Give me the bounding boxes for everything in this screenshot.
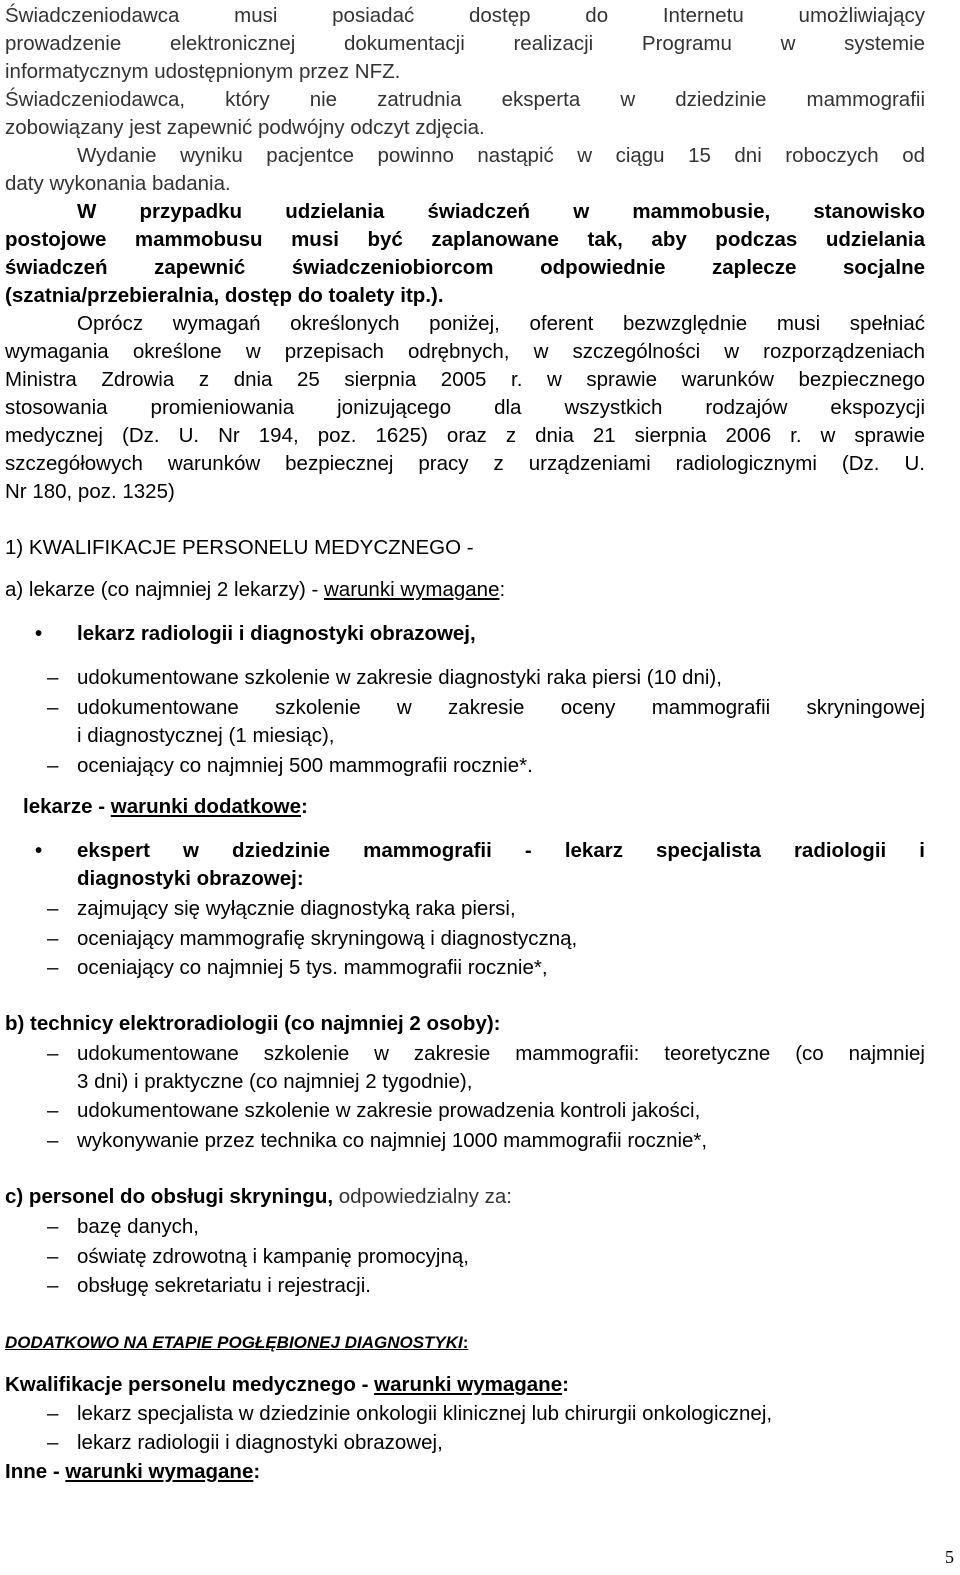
paragraph-line: (szatnia/przebieralnia, dostęp do toalety itp.).	[5, 284, 444, 307]
paragraph-line: medycznej (Dz. U. Nr 194, poz. 1625) oraz z dnia 21 sierpnia 2006 r. w sprawie	[5, 424, 925, 447]
paragraph-line: prowadzenie elektronicznej dokumentacji realizacji Programu w systemie	[5, 32, 925, 55]
list-item: – udokumentowane szkolenie w zakresie prowadzenia kontroli jakości,	[5, 1097, 925, 1125]
paragraph-line: Nr 180, poz. 1325)	[5, 480, 175, 503]
paragraph-line: W przypadku udzielania świadczeń w mammobusie, stanowisko	[77, 200, 925, 223]
list-item: – oświatę zdrowotną i kampanię promocyjną,	[5, 1243, 925, 1271]
list-item: – obsługę sekretariatu i rejestracji.	[5, 1272, 925, 1300]
required-conditions-label: warunki wymagane	[324, 578, 500, 601]
list-item: – oceniający co najmniej 500 mammografii rocznie*.	[5, 752, 925, 780]
qualifications-heading: Kwalifikacje personelu medycznego - warunki wymagane:	[5, 1373, 569, 1396]
bullet-item-continuation: diagnostyki obrazowej:	[77, 867, 304, 890]
dash-icon: –	[47, 666, 59, 689]
list-item-continuation: 3 dni) i praktyczne (co najmniej 2 tygodnie),	[77, 1070, 473, 1093]
page-number: 5	[945, 1547, 954, 1567]
additional-conditions-label: warunki dodatkowe	[110, 795, 301, 818]
paragraph-line: szczegółowych warunków bezpiecznej pracy z urządzeniami radiologicznymi (Dz. U.	[5, 452, 925, 475]
bullet-icon: •	[35, 839, 43, 862]
subsection-c-heading: c) personel do obsługi skryningu, odpowiedzialny za:	[5, 1185, 512, 1208]
list-item: – bazę danych,	[5, 1213, 925, 1241]
paragraph-line: daty wykonania badania.	[5, 172, 231, 195]
subsection-a-label: a) lekarze (co najmniej 2 lekarzy) -	[5, 578, 324, 601]
dash-icon: –	[47, 927, 59, 950]
paragraph-line: Świadczeniodawca, który nie zatrudnia eksperta w dziedzinie mammografii	[5, 88, 925, 111]
list-item: – udokumentowane szkolenie w zakresie oceny mammografii skryningowej	[5, 694, 925, 722]
paragraph-line: Oprócz wymagań określonych poniżej, oferent bezwzględnie musi spełniać	[77, 312, 925, 335]
section-heading: 1) KWALIFIKACJE PERSONELU MEDYCZNEGO -	[5, 536, 474, 559]
paragraph-line: Świadczeniodawca musi posiadać dostęp do Internetu umożliwiający	[5, 4, 925, 27]
list-item: – lekarz radiologii i diagnostyki obrazowej,	[5, 1429, 925, 1457]
section-2-heading: DODATKOWO NA ETAPIE POGŁĘBIONEJ DIAGNOSTYKI:	[5, 1333, 469, 1352]
subsection-b-heading: b) technicy elektroradiologii (co najmniej 2 osoby):	[5, 1012, 501, 1035]
paragraph-line: stosowania promieniowania jonizującego dla wszystkich rodzajów ekspozycji	[5, 396, 925, 419]
paragraph-line: informatycznym udostępnionym przez NFZ.	[5, 60, 401, 83]
dash-icon: –	[47, 1099, 59, 1122]
subsection-a-heading: a) lekarze (co najmniej 2 lekarzy) - warunki wymagane:	[5, 578, 506, 601]
list-item: – zajmujący się wyłącznie diagnostyką raka piersi,	[5, 895, 925, 923]
dash-icon: –	[47, 1402, 59, 1425]
paragraph-line: wymagania określone w przepisach odrębnych, w szczególności w rozporządzeniach	[5, 340, 925, 363]
list-item: – udokumentowane szkolenie w zakresie mammografii: teoretyczne (co najmniej	[5, 1040, 925, 1068]
required-conditions-label: warunki wymagane	[374, 1373, 563, 1396]
other-conditions-heading: Inne - warunki wymagane:	[5, 1460, 261, 1483]
dash-icon: –	[47, 1042, 59, 1065]
bullet-item: • ekspert w dziedzinie mammografii - lekarz specjalista radiologii i	[5, 837, 925, 865]
bullet-item: • lekarz radiologii i diagnostyki obrazowej,	[5, 620, 925, 648]
paragraph-line: Wydanie wyniku pacjentce powinno nastąpić w ciągu 15 dni roboczych od	[77, 144, 925, 167]
paragraph-line: postojowe mammobusu musi być zaplanowane tak, aby podczas udzielania	[5, 228, 925, 251]
list-item: – udokumentowane szkolenie w zakresie diagnostyki raka piersi (10 dni),	[5, 664, 925, 692]
dash-icon: –	[47, 956, 59, 979]
list-item: – oceniający mammografię skryningową i diagnostyczną,	[5, 925, 925, 953]
additional-conditions-heading: lekarze - warunki dodatkowe:	[23, 795, 308, 818]
dash-icon: –	[47, 754, 59, 777]
dash-icon: –	[47, 1129, 59, 1152]
dash-icon: –	[47, 1245, 59, 1268]
dash-icon: –	[47, 696, 59, 719]
dash-icon: –	[47, 897, 59, 920]
dash-icon: –	[47, 1431, 59, 1454]
paragraph-line: zobowiązany jest zapewnić podwójny odczyt zdjęcia.	[5, 116, 485, 139]
list-item: – lekarz specjalista w dziedzinie onkologii klinicznej lub chirurgii onkologicznej,	[5, 1400, 925, 1428]
list-item: – wykonywanie przez technika co najmniej 1000 mammografii rocznie*,	[5, 1127, 925, 1155]
dash-icon: –	[47, 1215, 59, 1238]
required-conditions-label: warunki wymagane	[65, 1460, 254, 1483]
list-item: – oceniający co najmniej 5 tys. mammografii rocznie*,	[5, 954, 925, 982]
bullet-icon: •	[35, 622, 43, 645]
paragraph-line: Ministra Zdrowia z dnia 25 sierpnia 2005 r. w sprawie warunków bezpiecznego	[5, 368, 925, 391]
dash-icon: –	[47, 1274, 59, 1297]
list-item-continuation: i diagnostycznej (1 miesiąc),	[77, 724, 335, 747]
paragraph-line: świadczeń zapewnić świadczeniobiorcom odpowiednie zaplecze socjalne	[5, 256, 925, 279]
